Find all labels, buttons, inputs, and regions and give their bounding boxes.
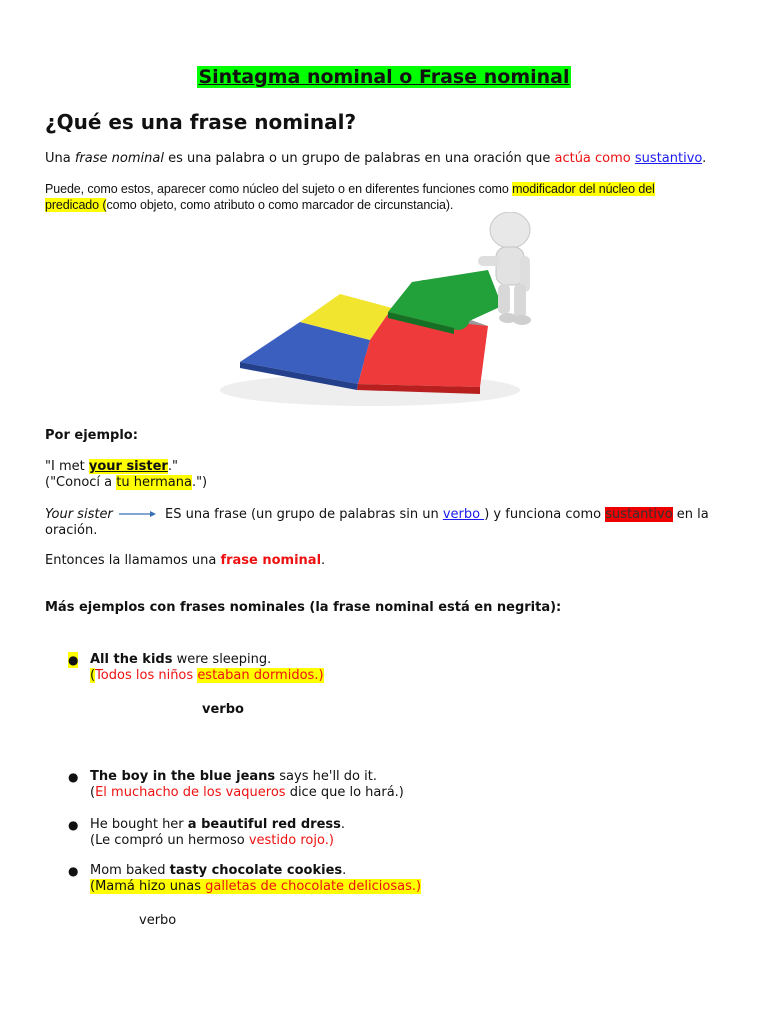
verbo-label: verbo xyxy=(202,702,244,717)
example-english: "I met your sister." xyxy=(45,459,178,474)
verbo-label: verbo xyxy=(139,913,177,928)
list-item: ● The boy in the blue jeans says he'll do it. (El muchacho de los vaqueros dice que lo hará.) xyxy=(68,769,404,800)
document-title: Sintagma nominal o Frase nominal xyxy=(198,66,570,88)
more-examples-heading: Más ejemplos con frases nominales (la frase nominal está en negrita): xyxy=(45,600,562,615)
arrow-icon xyxy=(118,508,158,520)
example-spanish: ("Conocí a tu hermana.") xyxy=(45,475,208,490)
bullet-icon: ● xyxy=(68,864,79,878)
sister-explanation-end: oración. xyxy=(45,523,98,538)
sustantivo-link[interactable]: sustantivo xyxy=(634,151,703,166)
list-item: ● Mom baked tasty chocolate cookies. (Mamá hizo unas galletas de chocolate deliciosas.) xyxy=(68,863,422,894)
section-heading: ¿Qué es una frase nominal? xyxy=(45,110,357,134)
list-item: ● All the kids were sleeping. (Todos los niños estaban dormidos.) xyxy=(68,652,324,683)
definition-paragraph: Una frase nominal es una palabra o un grupo de palabras en una oración que actúa como sustantivo. xyxy=(45,151,707,166)
bullet-icon: ● xyxy=(68,653,79,667)
your-sister-term: Your sister xyxy=(45,507,113,522)
conclusion-line: Entonces la llamamos una frase nominal. xyxy=(45,553,326,568)
bullet-icon: ● xyxy=(68,818,79,832)
list-item: ● He bought her a beautiful red dress. (Le compró un hermoso vestido rojo.) xyxy=(68,817,346,848)
function-paragraph: Puede, como estos, aparecer como núcleo del sujeto o en diferentes funciones como modificador del núcleo del predicado (como objeto, como atributo o como marcador de circunstancia). xyxy=(45,182,655,212)
bullet-icon: ● xyxy=(68,770,79,784)
verbo-link[interactable]: verbo xyxy=(442,507,485,522)
example-label: Por ejemplo: xyxy=(45,428,138,443)
sister-explanation: ES una frase (un grupo de palabras sin un verbo ) y funciona como sustantivo en la xyxy=(165,507,709,522)
puzzle-illustration xyxy=(220,212,550,410)
term-frase-nominal: frase nominal xyxy=(74,151,164,166)
puzzle-figure-image xyxy=(220,212,550,410)
